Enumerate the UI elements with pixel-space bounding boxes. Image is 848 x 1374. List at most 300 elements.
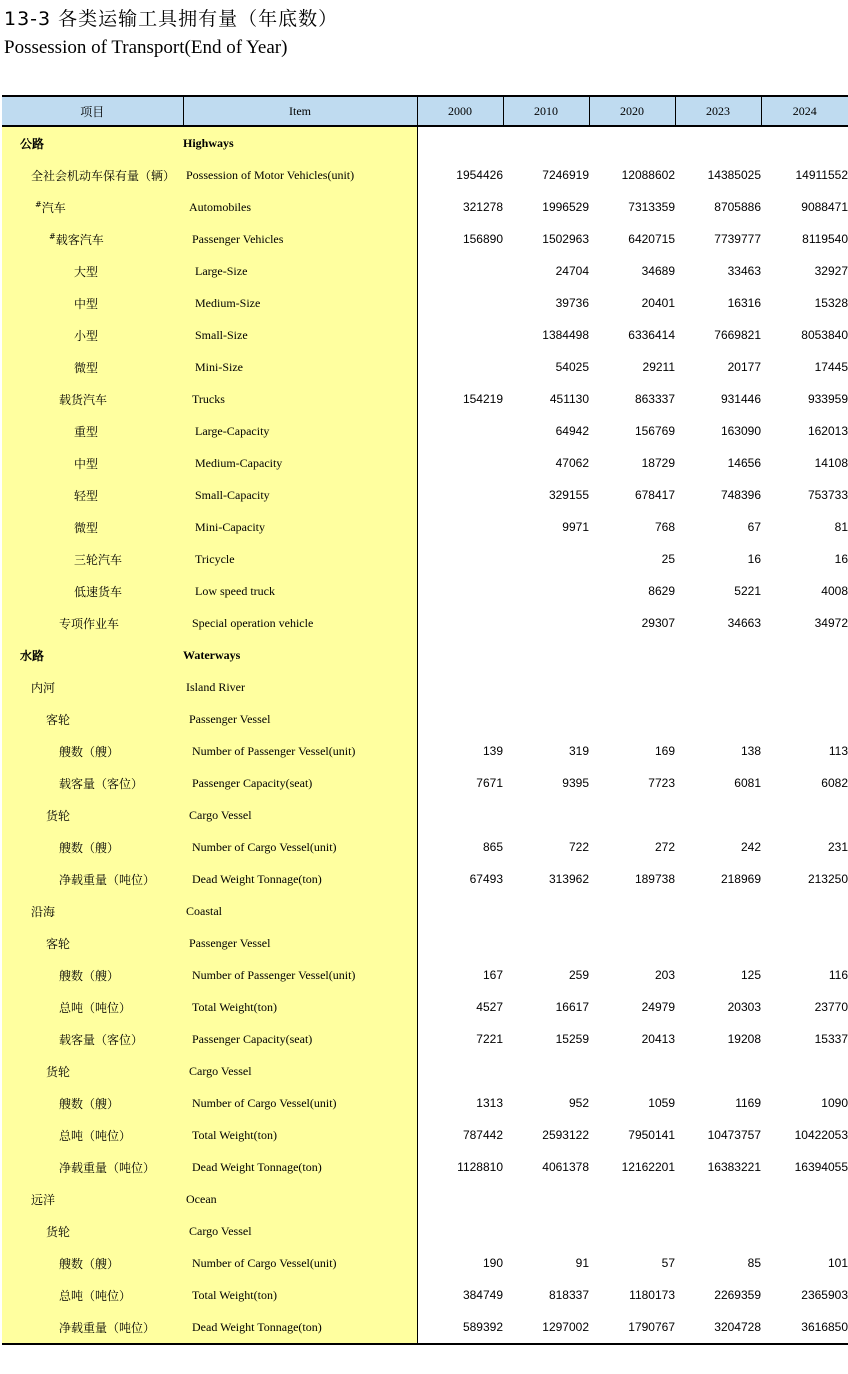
table-row: [2, 319, 848, 351]
value-cell-2010: [503, 671, 589, 703]
row-label-zh-text: 专项作业车: [59, 616, 120, 631]
row-label-zh-text: 客轮: [46, 936, 71, 951]
value-cell-2023: 10473757: [707, 1128, 761, 1142]
table-row: [2, 735, 848, 767]
table-row: [2, 831, 848, 863]
header-item-en: Item: [183, 96, 417, 126]
value-cell-2023: 14385025: [707, 168, 761, 182]
value-cell-2023: 8705886: [714, 200, 761, 214]
value-cell-2000: 865: [482, 840, 503, 854]
value-cell-2023: 16: [747, 552, 761, 566]
value-cell-2010: 1297002: [503, 1311, 589, 1344]
value-cell-2000: 1313: [476, 1096, 503, 1110]
row-label-en: Cargo Vessel: [183, 1215, 417, 1247]
table-row: [2, 1151, 848, 1183]
value-cell-2024: 8119540: [802, 232, 848, 246]
row-label-zh-text: 汽车: [41, 200, 66, 215]
row-label-zh: [2, 959, 183, 991]
row-label-zh-text: 净载重量（吨位）: [59, 1160, 156, 1175]
value-cell-2010: [503, 126, 589, 159]
value-cell-2024: 16: [834, 552, 848, 566]
value-cell-2024: 14108: [814, 456, 848, 470]
value-cell-2000: [417, 927, 503, 959]
table-row: [2, 479, 848, 511]
table-row: [2, 1247, 848, 1279]
row-label-zh-text: 总吨（吨位）: [59, 1128, 132, 1143]
row-label-zh-text: 小型: [74, 328, 99, 343]
row-label-en: Waterways: [183, 639, 417, 671]
value-cell-2000: [417, 447, 503, 479]
value-cell-2024: 753733: [807, 488, 848, 502]
table-row: [2, 703, 848, 735]
value-cell-2010: 24704: [555, 264, 589, 278]
header-year-2020: 2020: [589, 96, 675, 126]
value-cell-2010: 47062: [555, 456, 589, 470]
row-label-zh-text: 载客汽车: [55, 232, 104, 247]
row-label-zh-text: 中型: [74, 456, 99, 471]
value-cell-2023: 19208: [727, 1032, 761, 1046]
row-label-en: Cargo Vessel: [183, 799, 417, 831]
value-cell-2000: [417, 607, 503, 639]
table-row: [2, 351, 848, 383]
row-label-zh: [2, 575, 183, 607]
value-cell-2023: 16316: [727, 296, 761, 310]
value-cell-2000: 156890: [462, 232, 503, 246]
value-cell-2020: 1180173: [629, 1288, 675, 1302]
value-cell-2023: 1169: [735, 1096, 761, 1110]
table-row: [2, 255, 848, 287]
value-cell-2024: 8053840: [801, 328, 848, 342]
table-row: [2, 543, 848, 575]
row-label-en: Passenger Vessel: [183, 703, 417, 735]
value-cell-2024: 213250: [807, 872, 848, 886]
row-label-zh-text: 内河: [31, 680, 56, 695]
row-label-zh: [2, 126, 183, 159]
table-row: [2, 159, 848, 191]
value-cell-2000: [417, 703, 503, 735]
value-cell-2010: 722: [568, 840, 589, 854]
value-cell-2024: 10422053: [794, 1128, 848, 1142]
value-cell-2023: 242: [740, 840, 761, 854]
value-cell-2024: 15328: [814, 296, 848, 310]
value-cell-2010: 313962: [548, 872, 589, 886]
value-cell-2024: 23770: [814, 1000, 848, 1014]
value-cell-2024: 113: [828, 744, 848, 758]
row-label-en: Automobiles: [183, 191, 417, 223]
row-label-zh-text: 货轮: [46, 1064, 71, 1079]
row-label-en: Total Weight(ton): [183, 991, 417, 1023]
value-cell-2023: 34663: [727, 616, 761, 630]
table-row: [2, 927, 848, 959]
value-cell-2020: 29211: [642, 360, 675, 374]
value-cell-2020: [589, 703, 675, 735]
value-cell-2010: 818337: [548, 1288, 589, 1302]
header-item-zh: 项目: [2, 96, 183, 126]
value-cell-2024: 162013: [807, 424, 848, 438]
value-cell-2023: 2269359: [714, 1288, 761, 1302]
row-label-zh: [2, 607, 183, 639]
row-label-en: Number of Passenger Vessel(unit): [183, 735, 417, 767]
row-label-zh: [2, 1119, 183, 1151]
value-cell-2023: [675, 1183, 761, 1215]
value-cell-2020: 25: [661, 552, 675, 566]
header-year-2024: 2024: [761, 96, 848, 126]
row-label-zh-text: 重型: [74, 424, 99, 439]
row-label-zh: [2, 927, 183, 959]
table-row: [2, 126, 848, 159]
value-cell-2020: [589, 1055, 675, 1087]
row-label-zh: [2, 991, 183, 1023]
value-cell-2024: 34972: [814, 616, 848, 630]
value-cell-2020: 24979: [641, 1000, 675, 1014]
table-row: [2, 639, 848, 671]
value-cell-2023: 7739777: [714, 232, 761, 246]
footnote-mark: #: [49, 231, 56, 241]
row-label-zh-text: 载客量（客位）: [59, 776, 144, 791]
value-cell-2010: [503, 703, 589, 735]
row-label-en: Medium-Capacity: [183, 447, 417, 479]
value-cell-2000: [417, 639, 503, 671]
value-cell-2024: [761, 1055, 848, 1087]
row-label-zh: [2, 1215, 183, 1247]
row-label-en: Coastal: [183, 895, 417, 927]
value-cell-2000: [417, 415, 503, 447]
row-label-zh: [2, 767, 183, 799]
row-label-zh-text: 艘数（艘）: [59, 968, 120, 983]
row-label-en: Passenger Vessel: [183, 927, 417, 959]
row-label-zh: [2, 735, 183, 767]
value-cell-2010: [503, 575, 589, 607]
value-cell-2020: 156769: [634, 424, 675, 438]
value-cell-2010: 9395: [562, 776, 589, 790]
value-cell-2000: 787442: [462, 1128, 503, 1142]
value-cell-2023: [675, 1055, 761, 1087]
value-cell-2000: 1954426: [456, 168, 503, 182]
value-cell-2024: 15337: [814, 1032, 848, 1046]
row-label-en: Large-Capacity: [183, 415, 417, 447]
value-cell-2023: 85: [747, 1256, 761, 1270]
value-cell-2024: 14911552: [795, 168, 848, 182]
row-label-zh-text: 微型: [74, 360, 99, 375]
value-cell-2023: [675, 799, 761, 831]
value-cell-2010: 7246919: [542, 168, 589, 182]
table-row: [2, 959, 848, 991]
row-label-en: Small-Size: [183, 319, 417, 351]
row-label-zh: [2, 1055, 183, 1087]
value-cell-2024: 17445: [814, 360, 848, 374]
row-label-en: Small-Capacity: [183, 479, 417, 511]
row-label-zh: [2, 351, 183, 383]
row-label-en: Highways: [183, 126, 417, 159]
value-cell-2010: 952: [568, 1096, 589, 1110]
table-row: [2, 607, 848, 639]
value-cell-2000: [417, 511, 503, 543]
row-label-en: Passenger Vehicles: [183, 223, 417, 255]
value-cell-2023: 67: [747, 520, 761, 534]
value-cell-2010: 451130: [549, 392, 589, 406]
value-cell-2024: 81: [834, 520, 848, 534]
value-cell-2000: 4527: [476, 1000, 503, 1014]
row-label-en: Number of Cargo Vessel(unit): [183, 1087, 417, 1119]
value-cell-2000: [417, 287, 503, 319]
value-cell-2010: 39736: [555, 296, 589, 310]
value-cell-2020: 8629: [648, 584, 675, 598]
value-cell-2024: 6082: [821, 776, 848, 790]
value-cell-2024: [761, 703, 848, 735]
value-cell-2023: 3204728: [675, 1311, 761, 1344]
row-label-zh-text: 轻型: [74, 488, 99, 503]
value-cell-2000: [417, 479, 503, 511]
value-cell-2024: [761, 927, 848, 959]
value-cell-2000: 139: [482, 744, 503, 758]
value-cell-2023: 125: [740, 968, 761, 982]
row-label-zh: [2, 1087, 183, 1119]
value-cell-2000: [417, 543, 503, 575]
value-cell-2000: 589392: [417, 1311, 503, 1344]
table-row: [2, 991, 848, 1023]
row-label-zh: [2, 799, 183, 831]
row-label-zh-text: 客轮: [46, 712, 71, 727]
value-cell-2020: 203: [654, 968, 675, 982]
value-cell-2020: 34689: [641, 264, 675, 278]
table-row: [2, 1215, 848, 1247]
value-cell-2023: 33463: [727, 264, 761, 278]
value-cell-2023: [675, 671, 761, 703]
value-cell-2020: 20401: [641, 296, 675, 310]
row-label-en: Special operation vehicle: [183, 607, 417, 639]
row-label-en: Cargo Vessel: [183, 1055, 417, 1087]
row-label-en: Mini-Size: [183, 351, 417, 383]
table-row: [2, 767, 848, 799]
table-row: [2, 511, 848, 543]
value-cell-2020: 6420715: [628, 232, 675, 246]
value-cell-2010: 329155: [548, 488, 589, 502]
value-cell-2010: [503, 543, 589, 575]
value-cell-2010: [503, 1183, 589, 1215]
row-label-zh: [2, 863, 183, 895]
row-label-zh: [2, 671, 183, 703]
row-label-en: Dead Weight Tonnage(ton): [183, 1151, 417, 1183]
row-label-zh-text: 三轮汽车: [74, 552, 123, 567]
row-label-zh: [2, 1279, 183, 1311]
row-label-en: Dead Weight Tonnage(ton): [183, 863, 417, 895]
value-cell-2020: [589, 1215, 675, 1247]
row-label-zh: [2, 543, 183, 575]
value-cell-2020: [589, 126, 675, 159]
value-cell-2000: [417, 895, 503, 927]
value-cell-2024: 3616850: [761, 1311, 848, 1344]
row-label-zh: [2, 1247, 183, 1279]
value-cell-2024: 9088471: [801, 200, 848, 214]
row-label-zh: [2, 511, 183, 543]
row-label-en: Trucks: [183, 383, 417, 415]
value-cell-2023: 6081: [734, 776, 761, 790]
value-cell-2020: [589, 799, 675, 831]
table-row: [2, 895, 848, 927]
value-cell-2023: [675, 126, 761, 159]
header-year-2023: 2023: [675, 96, 761, 126]
table-row: [2, 671, 848, 703]
value-cell-2024: 4008: [821, 584, 848, 598]
row-label-zh-text: 总吨（吨位）: [59, 1000, 132, 1015]
value-cell-2023: 218969: [720, 872, 761, 886]
table-row: [2, 1055, 848, 1087]
row-label-zh-text: 低速货车: [74, 584, 123, 599]
table-row: [2, 191, 848, 223]
row-label-zh-text: 艘数（艘）: [59, 840, 120, 855]
page-title-chinese: 13-3 各类运输工具拥有量（年底数）: [4, 8, 339, 30]
table-row: [2, 799, 848, 831]
value-cell-2020: [589, 639, 675, 671]
value-cell-2020: [589, 927, 675, 959]
value-cell-2020: 7313359: [628, 200, 675, 214]
row-label-zh-text: 公路: [20, 136, 45, 151]
row-label-zh-text: 微型: [74, 520, 99, 535]
value-cell-2020: 272: [654, 840, 675, 854]
value-cell-2000: [417, 1055, 503, 1087]
value-cell-2020: 863337: [634, 392, 675, 406]
value-cell-2020: 12088602: [621, 168, 675, 182]
table-row: [2, 1023, 848, 1055]
value-cell-2010: 1384498: [542, 328, 589, 342]
value-cell-2023: 20303: [727, 1000, 761, 1014]
value-cell-2024: [761, 671, 848, 703]
row-label-zh-text: 中型: [74, 296, 99, 311]
value-cell-2010: [503, 1215, 589, 1247]
value-cell-2023: 14656: [727, 456, 761, 470]
value-cell-2000: [417, 126, 503, 159]
row-label-zh-text: 全社会机动车保有量（辆）: [31, 168, 176, 183]
value-cell-2020: 7723: [648, 776, 675, 790]
value-cell-2020: 12162201: [621, 1160, 675, 1174]
value-cell-2010: [503, 1055, 589, 1087]
row-label-zh: [2, 287, 183, 319]
table-row: [2, 575, 848, 607]
value-cell-2023: 16383221: [707, 1160, 761, 1174]
value-cell-2023: [675, 927, 761, 959]
value-cell-2000: 321278: [462, 200, 503, 214]
row-label-zh: [2, 383, 183, 415]
row-label-zh-text: 货轮: [46, 808, 71, 823]
row-label-zh: [2, 159, 183, 191]
row-label-en: Medium-Size: [183, 287, 417, 319]
value-cell-2010: [503, 639, 589, 671]
value-cell-2024: 101: [827, 1256, 848, 1270]
value-cell-2020: 29307: [641, 616, 675, 630]
value-cell-2024: 933959: [807, 392, 848, 406]
value-cell-2020: 7950141: [628, 1128, 675, 1142]
value-cell-2020: 169: [654, 744, 675, 758]
value-cell-2010: 16617: [555, 1000, 589, 1014]
row-label-zh-text: 总吨（吨位）: [59, 1288, 132, 1303]
transport-table: [2, 95, 848, 1345]
row-label-zh-text: 远洋: [31, 1192, 56, 1207]
value-cell-2000: [417, 575, 503, 607]
value-cell-2024: 1090: [821, 1096, 848, 1110]
row-label-zh-text: 载客量（客位）: [59, 1032, 144, 1047]
value-cell-2000: [417, 1215, 503, 1247]
value-cell-2023: [675, 895, 761, 927]
value-cell-2020: 189738: [634, 872, 675, 886]
value-cell-2024: [761, 1183, 848, 1215]
value-cell-2020: 57: [661, 1256, 675, 1270]
table-row: [2, 1087, 848, 1119]
row-label-zh: [2, 1183, 183, 1215]
value-cell-2023: 748396: [720, 488, 761, 502]
table-row: [2, 287, 848, 319]
value-cell-2023: 7669821: [714, 328, 761, 342]
row-label-en: Tricycle: [183, 543, 417, 575]
table-row: [2, 1279, 848, 1311]
table-row: [2, 1183, 848, 1215]
row-label-en: Passenger Capacity(seat): [183, 1023, 417, 1055]
value-cell-2010: 9971: [562, 520, 589, 534]
value-cell-2010: 1996529: [542, 200, 589, 214]
value-cell-2010: 64942: [555, 424, 589, 438]
value-cell-2020: 20413: [641, 1032, 675, 1046]
value-cell-2023: 163090: [720, 424, 761, 438]
table-row: [2, 415, 848, 447]
value-cell-2000: 67493: [469, 872, 503, 886]
value-cell-2023: 138: [740, 744, 761, 758]
row-label-zh: [2, 1151, 183, 1183]
value-cell-2000: [417, 1183, 503, 1215]
table-row: [2, 383, 848, 415]
row-label-en: Ocean: [183, 1183, 417, 1215]
row-label-zh-text: 艘数（艘）: [59, 1096, 120, 1111]
row-label-en: Total Weight(ton): [183, 1279, 417, 1311]
table-header-row: [2, 96, 848, 126]
value-cell-2024: 32927: [814, 264, 848, 278]
row-label-zh: [2, 479, 183, 511]
value-cell-2010: 2593122: [542, 1128, 589, 1142]
value-cell-2010: 259: [568, 968, 589, 982]
row-label-zh: [2, 447, 183, 479]
value-cell-2000: [417, 351, 503, 383]
row-label-zh: [2, 223, 183, 255]
row-label-zh: [2, 1311, 183, 1344]
row-label-zh: [2, 415, 183, 447]
value-cell-2010: [503, 927, 589, 959]
row-label-zh-text: 艘数（艘）: [59, 1256, 120, 1271]
row-label-zh-text: 净载重量（吨位）: [59, 872, 156, 887]
value-cell-2024: 231: [827, 840, 848, 854]
value-cell-2020: [589, 671, 675, 703]
value-cell-2023: 5221: [734, 584, 761, 598]
row-label-zh-text: 水路: [20, 648, 45, 663]
row-label-en: Number of Passenger Vessel(unit): [183, 959, 417, 991]
table-body: [2, 126, 848, 1344]
value-cell-2024: 16394055: [794, 1160, 848, 1174]
row-label-zh: [2, 639, 183, 671]
value-cell-2023: 20177: [727, 360, 761, 374]
value-cell-2000: 1128810: [457, 1160, 503, 1174]
value-cell-2000: 384749: [462, 1288, 503, 1302]
value-cell-2020: 1790767: [589, 1311, 675, 1344]
value-cell-2024: 116: [828, 968, 848, 982]
value-cell-2020: 6336414: [628, 328, 675, 342]
row-label-zh-text: 大型: [74, 264, 99, 279]
table-row: [2, 1311, 848, 1344]
value-cell-2000: 7671: [476, 776, 503, 790]
value-cell-2020: [589, 895, 675, 927]
value-cell-2020: 678417: [634, 488, 675, 502]
value-cell-2000: [417, 799, 503, 831]
row-label-en: Number of Cargo Vessel(unit): [183, 831, 417, 863]
value-cell-2023: [675, 703, 761, 735]
value-cell-2010: [503, 799, 589, 831]
row-label-en: Total Weight(ton): [183, 1119, 417, 1151]
